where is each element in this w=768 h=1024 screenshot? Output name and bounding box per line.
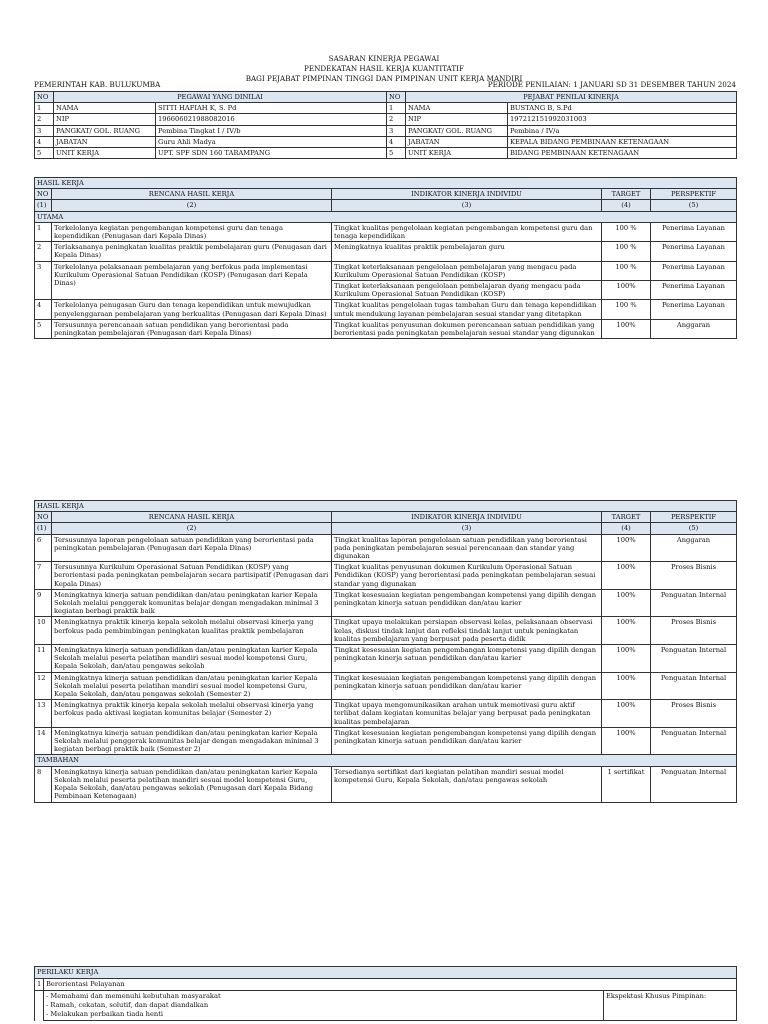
table-row — [35, 766, 737, 802]
row-indikator: Tingkat keterlaksanaan pengelolaan pembelajaran dyang mengacu pada Kurikulum Operasional Satuan Pendidikan (KOSP) — [332, 281, 602, 300]
num-4: (4) — [602, 200, 651, 211]
identity-header-row — [35, 92, 737, 103]
perilaku-blank — [35, 991, 44, 1021]
row-rencana: Terkelolanya pelaksanaan pembelajaran yang berfokus pada implementasi Kurikulum Operasional Satuan Pendidikan (KOSP) (Penugasan dari Kepala Dinas) — [52, 261, 332, 300]
identity-no: 3 — [35, 125, 54, 136]
row-perspektif: Anggaran — [651, 319, 737, 338]
num2-2: (2) — [52, 523, 332, 534]
row-rencana: Meningkatnya kinerja satuan pendidikan dan/atau peningkatan karier Kepala Sekolah melalui peserta pelatihan mandiri sesuai model kompetensi Guru, Kepala Sekolah, dan/atau pengawas sekolah (Semester 2) — [52, 672, 332, 700]
row-target: 100% — [602, 727, 651, 755]
identity-row — [35, 103, 737, 114]
hasil-header-row-2 — [35, 512, 737, 523]
row-indikator: Tingkat kesesuaian kegiatan pengembangan kompetensi yang dipilih dengan peningkatan kinerja satuan pendidikan dan/atau karier — [332, 672, 602, 700]
h-perspektif: PERSPEKTIF — [651, 189, 737, 200]
h-rencana: RENCANA HASIL KERJA — [52, 189, 332, 200]
row-no: 5 — [35, 319, 52, 338]
penilai-value: 197212151992031003 — [508, 114, 737, 125]
penilai-value: KEPALA BIDANG PEMBINAAN KETENAGAAN — [508, 136, 737, 147]
penilai-no: 1 — [387, 103, 406, 114]
row-indikator: Tingkat kesesuaian kegiatan pengembangan kompetensi yang dipilih dengan peningkatan kinerja satuan pendidikan dan/atau karier — [332, 727, 602, 755]
h2-target: TARGET — [602, 512, 651, 523]
table-row — [35, 222, 737, 241]
penilai-label: NIP — [406, 114, 508, 125]
perilaku-detail-row — [35, 991, 737, 1021]
header-subtitle: PENDEKATAN HASIL KERJA KUANTITATIF — [304, 64, 464, 73]
row-perspektif: Penerima Layanan — [651, 281, 737, 300]
row-perspektif: Penguatan Internal — [651, 766, 737, 802]
table-row — [35, 261, 737, 280]
identity-label: UNIT KERJA — [54, 148, 156, 159]
behavior-2: - Ramah, cekatan, solutif, dan dapat diandalkan — [46, 1001, 209, 1009]
penilai-label: UNIT KERJA — [406, 148, 508, 159]
penilai-value: Pembina / IV/a — [508, 125, 737, 136]
row-rencana: Meningkatnya kinerja satuan pendidikan dan/atau peningkatan karier Kepala Sekolah melalui peserta pelatihan mandiri sesuai model kompetensi Guru, Kepala Sekolah, dan/atau pengawas sekolah — [52, 645, 332, 673]
row-no: 1 — [35, 222, 52, 241]
row-rencana: Terkelolanya penugasan Guru dan tenaga kependidikan untuk mewujudkan penyelenggaraan pembelajaran yang berkualitas (Penugasan dari Kepala Dinas) — [52, 300, 332, 319]
row-indikator: Tingkat keterlaksanaan pengelolaan pembelajaran yang mengacu pada Kurikulum Operasional Satuan Pendidikan (KOSP) — [332, 261, 602, 280]
identity-value: SITTI HAFIAH K, S. Pd — [156, 103, 387, 114]
num-1: (1) — [35, 200, 52, 211]
row-no: 2 — [35, 242, 52, 261]
row-perspektif: Penerima Layanan — [651, 242, 737, 261]
row-target: 100 % — [602, 261, 651, 280]
perilaku-kerja-table — [34, 966, 737, 1021]
table-row — [35, 700, 737, 728]
table-row — [35, 672, 737, 700]
row-rencana: Meningkatnya praktik kinerja kepala sekolah melalui observasi kinerja yang berfokus pada pembimbingan peningkatan kualitas praktik pembelajaran — [52, 617, 332, 645]
row-indikator: Tingkat kualitas penyusunan dokumen perencanaan satuan pendidikan yang berorientasi pada peningkatan pembelajaran sesuai standar yang digunakan — [332, 319, 602, 338]
row-no: 12 — [35, 672, 52, 700]
identity-label: JABATAN — [54, 136, 156, 147]
penilai-no: 2 — [387, 114, 406, 125]
perilaku-title: PERILAKU KERJA — [35, 967, 737, 979]
row-target: 100% — [602, 534, 651, 562]
row-no: 3 — [35, 261, 52, 300]
row-rencana: Terlaksananya peningkatan kualitas praktik pembelajaran guru (Penugasan dari Kepala Dinas) — [52, 242, 332, 261]
identity-value: Guru Ahli Madya — [156, 136, 387, 147]
hasil-title-row — [35, 178, 737, 189]
table-row — [35, 617, 737, 645]
penilai-no: 5 — [387, 148, 406, 159]
identity-no: 4 — [35, 136, 54, 147]
row-indikator: Tingkat upaya melakukan persiapan observasi kelas, pelaksanaan observasi kelas, diskusi tindak lanjut dan refleksi tindak lanjut untuk peningkatan kualitas pembelajaran yang berpusat pada peserta didik — [332, 617, 602, 645]
row-perspektif: Proses Bisnis — [651, 617, 737, 645]
table-row — [35, 300, 737, 319]
hasil-rows-1 — [35, 222, 737, 338]
row-indikator: Tersedianya sertifikat dari kegiatan pelatihan mandiri sesuai model kompetensi Guru, Kepala Sekolah, dan/atau pengawas sekolah — [332, 766, 602, 802]
row-indikator: Tingkat kualitas penyusunan dokumen Kurikulum Operasional Satuan Pendidikan (KOSP) yang berorientasi pada peningkatan pembelajaran sesuai standar yang digunakan — [332, 562, 602, 590]
hasil-kerja-table-1 — [34, 177, 737, 339]
row-target: 100% — [602, 645, 651, 673]
hasil-title-2: HASIL KERJA — [35, 501, 737, 512]
table-row — [35, 319, 737, 338]
identity-no: 2 — [35, 114, 54, 125]
identity-h-pegawai: PEGAWAI YANG DINILAI — [54, 92, 387, 103]
instansi-label: PEMERINTAH KAB. BULUKUMBA — [34, 80, 161, 89]
row-target: 100% — [602, 562, 651, 590]
perilaku-no: 1 — [35, 979, 44, 991]
perilaku-title-row — [35, 967, 737, 979]
row-rencana: Terkelolanya kegiatan pengembangan kompetensi guru dan tenaga kependidikan (Penugasan dari Kepala Dinas) — [52, 222, 332, 241]
periode-label: PERIODE PENILAIAN: 1 JANUARI SD 31 DESEMBER TAHUN 2024 — [487, 80, 736, 89]
header-subtitle-2: BAGI PEJABAT PIMPINAN TINGGI DAN PIMPINAN UNIT KERJA MANDIRI — [245, 74, 523, 83]
h-no: NO — [35, 189, 52, 200]
row-perspektif: Penguatan Internal — [651, 727, 737, 755]
penilai-no: 4 — [387, 136, 406, 147]
row-perspektif: Penerima Layanan — [651, 261, 737, 280]
tambahan-label: TAMBAHAN — [35, 755, 737, 766]
identity-value: Pembina Tingkat I / IV/b — [156, 125, 387, 136]
table-row — [35, 562, 737, 590]
row-target: 100 % — [602, 300, 651, 319]
row-indikator: Tingkat upaya mengomunikasikan arahan untuk memotivasi guru aktif terlibat dalam kegiatan komunitas belajar yang berpusat pada peningkatan kualitas pembelajaran — [332, 700, 602, 728]
num2-4: (4) — [602, 523, 651, 534]
penilai-label: PANGKAT/ GOL. RUANG — [406, 125, 508, 136]
row-indikator: Tingkat kualitas pengelolaan tugas tambahan Guru dan tenaga kependidikan untuk mendukung layanan pembelajaran sesuai standar yang ditetapkan — [332, 300, 602, 319]
row-no: 8 — [35, 766, 52, 802]
row-target: 100 % — [602, 222, 651, 241]
num-3: (3) — [332, 200, 602, 211]
table-row — [35, 645, 737, 673]
perilaku-item: Berorientasi Pelayanan — [44, 979, 737, 991]
num2-1: (1) — [35, 523, 52, 534]
row-no: 10 — [35, 617, 52, 645]
header-title: SASARAN KINERJA PEGAWAI — [328, 54, 440, 63]
row-perspektif: Penguatan Internal — [651, 645, 737, 673]
h2-rencana: RENCANA HASIL KERJA — [52, 512, 332, 523]
identity-label: PANGKAT/ GOL. RUANG — [54, 125, 156, 136]
table-row — [35, 242, 737, 261]
row-perspektif: Proses Bisnis — [651, 562, 737, 590]
penilai-no: 3 — [387, 125, 406, 136]
row-perspektif: Proses Bisnis — [651, 700, 737, 728]
table-row — [35, 534, 737, 562]
row-rencana: Meningkatnya kinerja satuan pendidikan dan/atau peningkatan karier Kepala Sekolah melalui peserta pelatihan mandiri sesuai model kompetensi Guru, Kepala Sekolah, dan/atau pengawas sekolah (Penugasan dari Kepala Bidang Pembinaan Ketenagaan) — [52, 766, 332, 802]
row-no: 13 — [35, 700, 52, 728]
num2-3: (3) — [332, 523, 602, 534]
h-target: TARGET — [602, 189, 651, 200]
identity-label: NIP — [54, 114, 156, 125]
row-target: 100 % — [602, 242, 651, 261]
h2-perspektif: PERSPEKTIF — [651, 512, 737, 523]
identity-no: 5 — [35, 148, 54, 159]
num-2: (2) — [52, 200, 332, 211]
row-perspektif: Penerima Layanan — [651, 222, 737, 241]
row-no: 9 — [35, 589, 52, 617]
hasil-title-row-2 — [35, 501, 737, 512]
identity-value: 196606021988082016 — [156, 114, 387, 125]
row-no: 7 — [35, 562, 52, 590]
row-indikator: Tingkat kesesuaian kegiatan pengembangan kompetensi yang dipilih dengan peningkatan kinerja satuan pendidikan dan/atau karier — [332, 589, 602, 617]
num-5: (5) — [651, 200, 737, 211]
identity-no: 1 — [35, 103, 54, 114]
behavior-1: - Memahami dan memenuhi kebutuhan masyarakat — [46, 992, 221, 1000]
identity-row — [35, 148, 737, 159]
hasil-rows-tambahan — [35, 766, 737, 802]
identity-h-no: NO — [35, 92, 54, 103]
row-no: 6 — [35, 534, 52, 562]
h2-indikator: INDIKATOR KINERJA INDIVIDU — [332, 512, 602, 523]
row-rencana: Tersusunnya perencanaan satuan pendidikan yang berorientasi pada peningkatan pembelajaran (Penugasan dari Kepala Dinas) — [52, 319, 332, 338]
penilai-label: NAMA — [406, 103, 508, 114]
ekspektasi-cell: Ekspektasi Khusus Pimpinan: — [604, 991, 737, 1021]
h-indikator: INDIKATOR KINERJA INDIVIDU — [332, 189, 602, 200]
row-indikator: Tingkat kesesuaian kegiatan pengembangan kompetensi yang dipilih dengan peningkatan kinerja satuan pendidikan dan/atau karier — [332, 645, 602, 673]
identity-body — [35, 103, 737, 159]
table-row — [35, 589, 737, 617]
utama-label: UTAMA — [35, 211, 737, 222]
identity-table — [34, 91, 737, 159]
row-perspektif: Penguatan Internal — [651, 589, 737, 617]
perilaku-item-row — [35, 979, 737, 991]
identity-h-penilai: PEJABAT PENILAI KINERJA — [406, 92, 737, 103]
row-no: 4 — [35, 300, 52, 319]
table-row — [35, 727, 737, 755]
tambahan-row — [35, 755, 737, 766]
behavior-3: - Melakukan perbaikan tiada henti — [46, 1010, 164, 1018]
utama-row — [35, 211, 737, 222]
perilaku-behaviors — [44, 991, 604, 1021]
row-target: 100% — [602, 617, 651, 645]
row-rencana: Meningkatnya kinerja satuan pendidikan dan/atau peningkatan karier Kepala Sekolah melalui penggerak komunitas belajar dengan mengadakan minimal 3 kegiatan berbagi praktik baik — [52, 589, 332, 617]
row-perspektif: Penerima Layanan — [651, 300, 737, 319]
identity-h-no-2: NO — [387, 92, 406, 103]
row-target: 100% — [602, 589, 651, 617]
identity-row — [35, 125, 737, 136]
row-target: 100% — [602, 700, 651, 728]
h2-no: NO — [35, 512, 52, 523]
row-indikator: Tingkat kualitas pengelolaan kegiatan pengembangan kompetensi guru dan tenaga kependidikan — [332, 222, 602, 241]
row-target: 100% — [602, 672, 651, 700]
hasil-header-row — [35, 189, 737, 200]
hasil-title: HASIL KERJA — [35, 178, 737, 189]
row-target: 100% — [602, 281, 651, 300]
row-rencana: Tersusunnya Kurikulum Operasional Satuan Pendidikan (KOSP) yang berorientasi pada peningkatan pembelajaran secara partisipatif (Penugasan dari Kepala Dinas) — [52, 562, 332, 590]
row-rencana: Meningkatnya praktik kinerja kepala sekolah melalui observasi kinerja yang berfokus pada aktivasi kegiatan komunitas belajar (Semester 2) — [52, 700, 332, 728]
row-no: 14 — [35, 727, 52, 755]
identity-row — [35, 136, 737, 147]
row-indikator: Meningkatnya kualitas praktik pembelajaran guru — [332, 242, 602, 261]
identity-row — [35, 114, 737, 125]
penilai-value: BIDANG PEMBINAAN KETENAGAAN — [508, 148, 737, 159]
row-target: 1 sertifikat — [602, 766, 651, 802]
row-indikator: Tingkat kualitas laporan pengelolaan satuan pendidikan yang berorientasi pada peningkatan pembelajaran sesuai perencanaan dan standar yang digunakan — [332, 534, 602, 562]
hasil-number-row — [35, 200, 737, 211]
row-rencana: Meningkatnya kinerja satuan pendidikan dan/atau peningkatan karier Kepala Sekolah melalui penggerak komunitas belajar dengan mengadakan minimal 3 kegiatan berbagi praktik baik (Semester 2) — [52, 727, 332, 755]
row-perspektif: Penguatan Internal — [651, 672, 737, 700]
row-rencana: Tersusunnya laporan pengelolaan satuan pendidikan yang berorientasi pada peningkatan pembelajaran (Penugasan dari Kepala Dinas) — [52, 534, 332, 562]
identity-value: UPT. SPF SDN 160 TARAMPANG — [156, 148, 387, 159]
row-target: 100% — [602, 319, 651, 338]
row-perspektif: Anggaran — [651, 534, 737, 562]
num2-5: (5) — [651, 523, 737, 534]
hasil-number-row-2 — [35, 523, 737, 534]
row-no: 11 — [35, 645, 52, 673]
hasil-kerja-table-2 — [34, 500, 737, 803]
identity-label: NAMA — [54, 103, 156, 114]
penilai-value: BUSTANG B, S.Pd — [508, 103, 737, 114]
hasil-rows-2 — [35, 534, 737, 755]
penilai-label: JABATAN — [406, 136, 508, 147]
